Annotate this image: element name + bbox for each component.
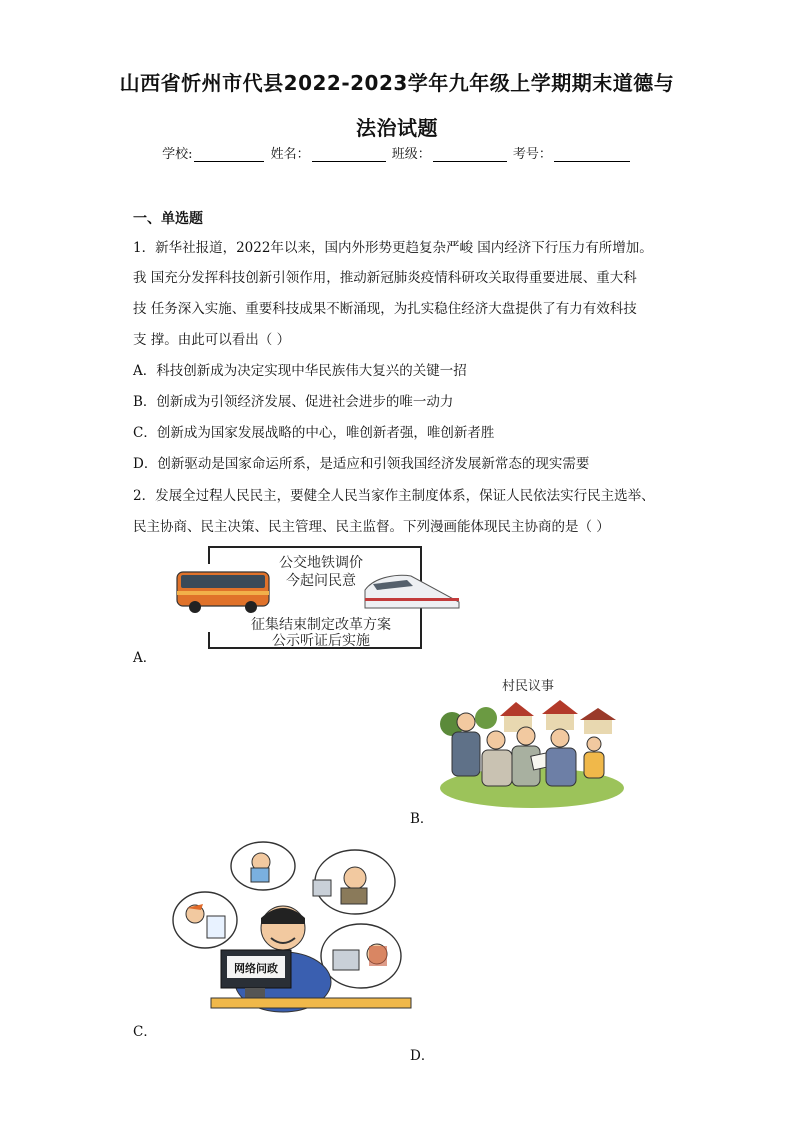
panel-a-text-1: 公交地铁调价 (279, 555, 363, 571)
panel-b-title: 村民议事 (501, 679, 555, 694)
q1-line-1: 1．新华社报道，2022年以来，国内外形势更趋复杂严峻 国内经济下行压力有所增加。 (133, 240, 653, 256)
panel-a-text-4: 公示听证后实施 (272, 633, 370, 649)
q1-option-a[interactable]: A．科技创新成为决定实现中华民族伟大复兴的关键一招 (133, 363, 467, 379)
exam-number-blank[interactable] (554, 147, 630, 162)
section-title: 一、单选题 (133, 211, 203, 227)
q2-line-1: 2．发展全过程人民民主，要健全人民当家作主制度体系，保证人民依法实行民主选举、 (133, 488, 655, 504)
q2-option-b-image[interactable] (438, 676, 626, 808)
name-blank[interactable] (312, 147, 386, 162)
q2-option-a-label[interactable]: A． (133, 650, 157, 666)
class-blank[interactable] (433, 147, 507, 162)
exam-title-line2: 法治试题 (356, 116, 438, 140)
q2-line-2: 民主协商、民主决策、民主管理、民主监督。下列漫画能体现民主协商的是（ ） (133, 519, 610, 535)
q2-option-c-image[interactable] (165, 838, 423, 1014)
student-info-row (0, 143, 794, 162)
q1-line-4: 支 撑。由此可以看出（ ） (133, 332, 291, 348)
panel-a-text-3: 征集结束制定改革方案 (251, 617, 391, 633)
panel-c-screen-text: 网络问政 (234, 962, 278, 975)
q2-option-d-label[interactable]: D． (410, 1048, 435, 1064)
q2-option-b-label[interactable]: B． (410, 811, 434, 827)
name-label: 姓名： (270, 147, 310, 162)
bus-icon (177, 572, 269, 613)
school-label: 学校: (162, 147, 193, 162)
q1-option-d[interactable]: D．创新驱动是国家命运所系，是适应和引领我国经济发展新常态的现实需要 (133, 456, 590, 472)
q1-line-3: 技 任务深入实施、重要科技成果不断涌现，为扎实稳住经济大盘提供了有力有效科技 (133, 301, 637, 317)
q1-line-2: 我 国充分发挥科技创新引领作用，推动新冠肺炎疫情科研攻关取得重要进展、重大科 (133, 270, 637, 286)
q1-option-c[interactable]: C．创新成为国家发展战略的中心，唯创新者强，唯创新者胜 (133, 425, 495, 441)
class-label: 班级： (391, 147, 431, 162)
train-icon (365, 575, 459, 608)
panel-a-text-2: 今起问民意 (286, 573, 356, 589)
exam-title-line1: 山西省忻州市代县2022-2023学年九年级上学期期末道德与 (119, 71, 675, 95)
q1-option-b[interactable]: B．创新成为引领经济发展、促进社会进步的唯一动力 (133, 394, 454, 410)
q2-option-a-image[interactable] (175, 544, 465, 652)
q2-option-c-label[interactable]: C． (133, 1024, 157, 1040)
exam-number-label: 考号： (512, 147, 552, 162)
school-blank[interactable] (194, 147, 264, 162)
